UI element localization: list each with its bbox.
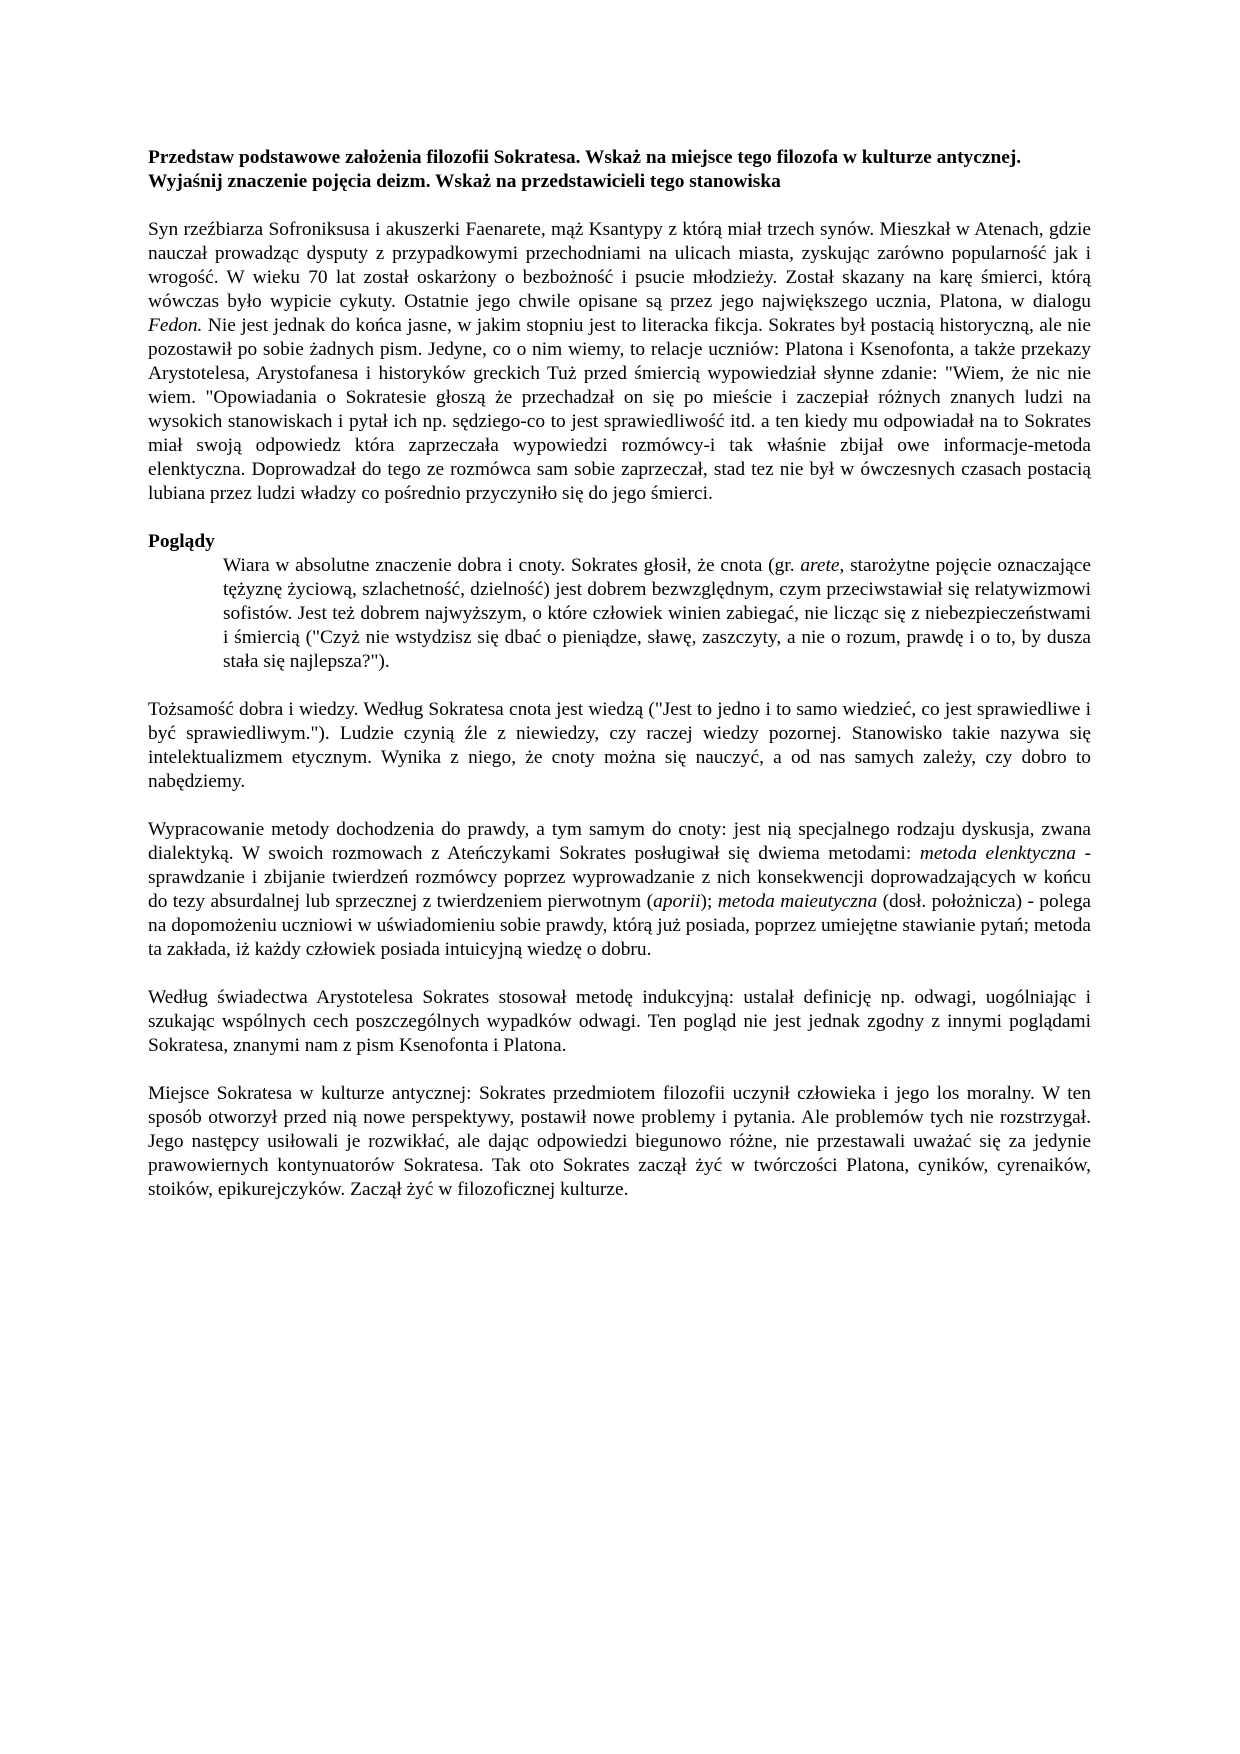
identity-paragraph: Tożsamość dobra i wiedzy. Według Sokratesa cnota jest wiedzą ("Jest to jedno i to samo wiedzieć, co jest sprawiedliwe i być sprawiedliwym."). Ludzie czynią źle z niewiedzy, czy raczej wiedzy pozornej. Stanowisko takie nazywa się intelektualizmem etycznym. Wynika z niego, że cnoty można się nauczyć, a od nas samych zależy, czy dobro to nabędziemy. xyxy=(148,699,1091,792)
elenctic-desc: - sprawdzanie i zbijanie twierdzeń rozmówcy poprzez wyprowadzanie z nich konsekwencji doprowadzających w końcu do tezy absurdalnej lub sprzecznej z twierdzeniem pierwotnym ( xyxy=(148,843,1091,912)
virtue-paragraph xyxy=(223,554,1091,674)
method-intro: Wypracowanie metody dochodzenia do prawdy, a tym samym do cnoty: jest nią specjalnego rodzaju dyskusja, zwana dialektyką. W swoich rozmowach z Ateńczykami Sokrates posługiwał się dwiema metodami: xyxy=(148,819,1091,864)
document-title: Przedstaw podstawowe założenia filozofii Sokratesa. Wskaż na miejsce tego filozofa w kulturze antycznej. Wyjaśnij znaczenie pojęcia deizm. Wskaż na przedstawicieli tego stanowiska xyxy=(148,147,1022,192)
maieutic-desc: (dosł. położnicza) - polega na dopomożeniu uczniowi w uświadomieniu sobie prawdy, którą już posiada, poprzez umiejętne stawianie pytań; metoda ta zakłada, iż każdy człowiek posiada intuicyjną wiedzę o dobru. xyxy=(148,891,1091,960)
intro-paragraph xyxy=(148,218,1091,506)
arete-term: arete xyxy=(800,555,840,576)
intro-text-2: Nie jest jednak do końca jasne, w jakim stopniu jest to literacka fikcja. Sokrates był postacią historyczną, ale nie pozostawił po sobie żadnych pism. Jedyne, co o nim wiemy, to relacje uczniów: Platona i Ksenofonta, a także przekazy Arystotelesa, Arystofanesa i historyków greckich Tuż przed śmiercią wypowiedział słynne zdanie: "Wiem, że nic nie wiem. "Opowiadania o Sokratesie głoszą że przechadzał on się po mieście i zaczepiał różnych znanych ludzi na wysokich stanowiskach i pytał ich np. sędziego-co to jest sprawiedliwość itd. a ten kiedy mu odpowiadał na to Sokrates miał swoją odpowiedz która zaprzeczała wypowiedzi rozmówcy-i tak właśnie zbijał owe informacje-metoda elenktyczna. Doprowadzał do tego ze rozmówca sam sobie zaprzeczał, stad tez nie był w ówczesnych czasach postacią lubiana przez ludzi władzy co pośrednio przyczyniło się do jego śmierci. xyxy=(148,315,1091,504)
method-paragraph xyxy=(148,818,1091,962)
intro-text-1: Syn rzeźbiarza Sofroniksusa i akuszerki Faenarete, mąż Ksantypy z którą miał trzech synów. Mieszkał w Atenach, gdzie nauczał prowadząc dysputy z przypadkowymi przechodniami na ulicach miasta, zyskując zarówno popularność jak i wrogość. W wieku 70 lat został oskarżony o bezbożność i psucie młodzieży. Został skazany na karę śmierci, którą wówczas było wypicie cykuty. Ostatnie jego chwile opisane są przez jego największego ucznia, Platona, w dialogu xyxy=(148,219,1091,312)
virtue-text-1: Wiara w absolutne znaczenie dobra i cnoty. Sokrates głosił, że cnota (gr. xyxy=(223,555,801,576)
virtue-text-2: , starożytne pojęcie oznaczające tężyznę życiową, szlachetność, dzielność) jest dobrem bezwzględnym, czym przeciwstawiał się relatywizmowi sofistów. Jest też dobrem najwyższym, o które człowiek winien zabiegać, nie licząc się z niebezpieczeństwami i śmiercią ("Czyż nie wstydzisz się dbać o pieniądze, sławę, zaszczyty, a nie o rozum, prawdę i o to, by dusza stała się najlepsza?"). xyxy=(223,555,1091,672)
document-page xyxy=(148,146,1091,1226)
elenctic-term: metoda elenktyczna xyxy=(919,843,1076,864)
after-aporia: ); xyxy=(700,891,718,912)
place-paragraph: Miejsce Sokratesa w kulturze antycznej: Sokrates przedmiotem filozofii uczynił człowieka i jego los moralny. W ten sposób otworzył przed nią nowe perspektywy, postawił nowe problemy i pytania. Ale problemów tych nie rozstrzygał. Jego następcy usiłowali je rozwikłać, ale dając odpowiedzi biegunowo różne, nie przestawali uważać się za jedynie prawowiernych kontynuatorów Sokratesa. Tak oto Sokrates zaczął żyć w twórczości Platona, cyników, cyrenaików, stoików, epikurejczyków. Zaczął żyć w filozoficznej kulturze. xyxy=(148,1083,1091,1200)
views-heading: Poglądy xyxy=(148,531,215,552)
maieutic-term: metoda maieutyczna xyxy=(717,891,878,912)
aporia-term: aporii xyxy=(653,891,701,912)
aristotle-paragraph: Według świadectwa Arystotelesa Sokrates stosował metodę indukcyjną: ustalał definicję np. odwagi, uogólniając i szukając wspólnych cech poszczególnych wypadków odwagi. Ten pogląd nie jest jednak zgodny z innymi poglądami Sokratesa, znanymi nam z pism Ksenofonta i Platona. xyxy=(148,987,1091,1056)
fedon-title: Fedon. xyxy=(148,315,203,336)
